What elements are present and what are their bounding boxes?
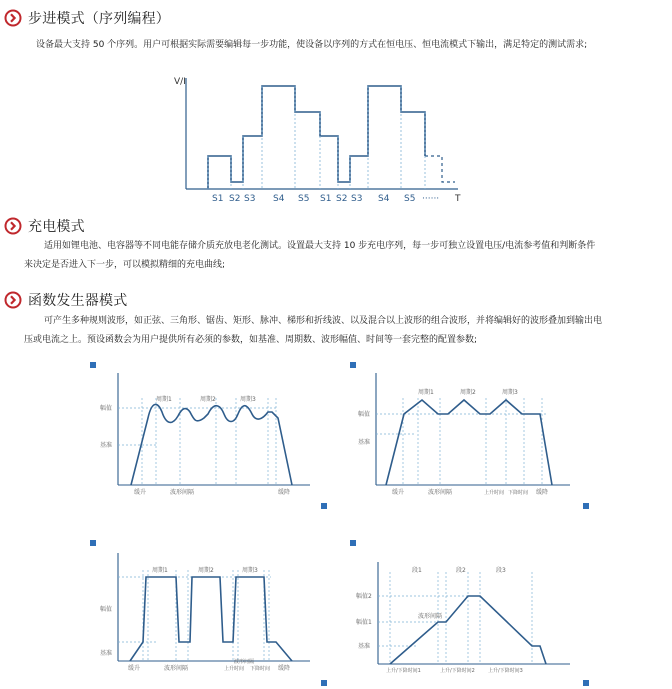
section-header-charge-mode [4, 214, 85, 238]
chevron-circle-icon [4, 291, 22, 309]
square-wave-chart [96, 548, 316, 678]
bottom-label: 缓降 [278, 489, 291, 496]
base-label: 基准 [100, 650, 113, 657]
step-label: S1 [212, 194, 224, 204]
step-waveform [208, 86, 425, 189]
step-label: S4 [273, 194, 285, 204]
segment-label: 段3 [496, 567, 506, 574]
bottom-label: 上升/下降时间2 [440, 668, 475, 674]
interval-label: 波形间隔 [418, 613, 443, 620]
bottom-label: 上升/下降时间3 [488, 668, 523, 674]
corner-marker [90, 540, 96, 546]
step-label: S3 [244, 194, 256, 204]
x-axis-label: T [455, 194, 461, 204]
step-label: S5 [404, 194, 416, 204]
triangle-waveform [386, 400, 552, 485]
section-header-function-generator [4, 288, 127, 312]
corner-marker [321, 680, 327, 686]
section-header-step-mode [4, 6, 170, 30]
section-title: 充电模式 [28, 219, 85, 235]
corner-marker [350, 540, 356, 546]
triangle-wave-chart [356, 368, 576, 503]
section-body-line2: 压或电流之上。预设函数会为用户提供所有必须的参数，如基准、周期数、波形幅值、时间等一套完整的配置参数; [24, 335, 478, 345]
corner-marker [321, 503, 327, 509]
bottom-label: 波形间隔 [164, 665, 189, 672]
period-label: 周期2 [198, 567, 214, 574]
step-label: S4 [378, 194, 390, 204]
bottom-label: 缓升 [128, 665, 141, 672]
period-label: 周期3 [242, 567, 258, 574]
step-label: S2 [336, 194, 348, 204]
extra-interval-label: 波形间隔 [234, 659, 255, 665]
corner-marker [583, 503, 589, 509]
step-label-ellipsis: ······ [422, 194, 440, 204]
amp-label: 幅值 [100, 606, 113, 613]
amp2-label: 幅值2 [356, 593, 372, 600]
step-label: S2 [229, 194, 241, 204]
base-label: 基准 [358, 643, 371, 650]
amp1-label: 幅值1 [356, 619, 372, 626]
step-label: S1 [320, 194, 332, 204]
bottom-label: 缓降 [536, 489, 549, 496]
square-waveform [130, 577, 292, 661]
segment-label: 段1 [412, 567, 422, 574]
step-label: S3 [351, 194, 363, 204]
chevron-circle-icon [4, 217, 22, 235]
step-waveform-continuation [425, 156, 455, 182]
section-body: 设备最大支持 50 个序列。用户可根据实际需要编辑每一步功能，使设备以序列的方式在恒电压、恒电流模式下输出，满足特定的测试需求; [36, 40, 588, 50]
bottom-label: 下降时间 [508, 490, 529, 496]
step-sequence-chart [170, 66, 470, 206]
base-label: 基准 [358, 439, 371, 446]
step-label: S5 [298, 194, 310, 204]
chevron-circle-icon [4, 9, 22, 27]
period-label: 周期1 [156, 396, 172, 403]
corner-marker [583, 680, 589, 686]
period-label: 周期2 [460, 389, 476, 396]
base-label: 基准 [100, 442, 113, 449]
bottom-label: 波形间隔 [170, 489, 195, 496]
bottom-label: 缓升 [134, 489, 147, 496]
y-axis-label: V/I [174, 77, 186, 87]
period-label: 周期3 [240, 396, 256, 403]
bottom-label: 波形间隔 [428, 489, 453, 496]
section-body-line1: 可产生多种规则波形，如正弦、三角形、锯齿、矩形、脉冲、梯形和折线波、以及混合以上波形的组合波形，并将编辑好的波形叠加到输出电 [44, 316, 603, 326]
bottom-label: 下降时间 [250, 666, 271, 672]
bottom-label: 缓降 [278, 665, 291, 672]
section-title: 步进模式（序列编程） [28, 11, 170, 27]
amp-label: 幅值 [100, 405, 113, 412]
bottom-label: 上升时间 [224, 666, 245, 672]
section-body-line2: 来决定是否进入下一步，可以模拟精细的充电曲线; [24, 260, 226, 270]
bottom-label: 上升/下降时间1 [386, 668, 421, 674]
period-label: 周期3 [502, 389, 518, 396]
period-label: 周期1 [418, 389, 434, 396]
period-label: 周期1 [152, 567, 168, 574]
section-body-line1: 适用如锂电池、电容器等不同电能存储介质充放电老化测试。设置最大支持 10 步充电序列，每一步可独立设置电压/电流参考值和判断条件 [44, 241, 596, 251]
bottom-label: 缓升 [392, 489, 405, 496]
section-title: 函数发生器模式 [28, 293, 128, 309]
sine-wave-chart [96, 368, 316, 503]
segment-label: 段2 [456, 567, 466, 574]
amp-label: 幅值 [358, 411, 371, 418]
ramp-wave-chart [356, 560, 576, 680]
bottom-label: 上升时间 [484, 490, 505, 496]
period-label: 周期2 [200, 396, 216, 403]
